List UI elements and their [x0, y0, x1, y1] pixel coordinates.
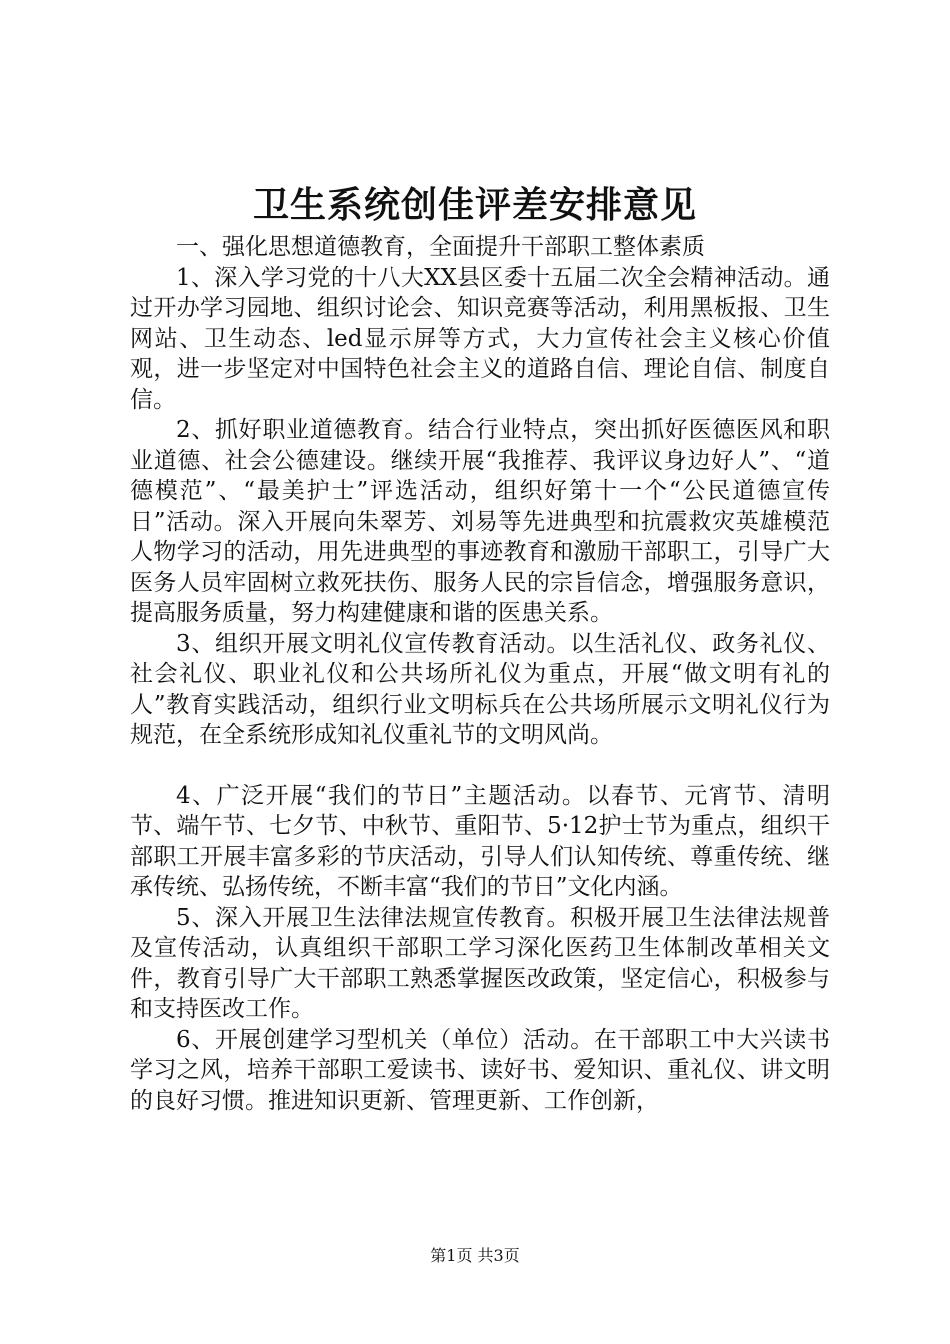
document-title: 卫生系统创佳评差安排意见 [252, 184, 697, 226]
page-number: 第1页 共3页 [430, 1246, 520, 1265]
document-body [130, 232, 830, 1116]
section-heading: 一、强化思想道德教育，全面提升干部职工整体素质 [176, 234, 705, 260]
paragraph-3: 3、组织开展文明礼仪宣传教育活动。以生活礼仪、政务礼仪、社会礼仪、职业礼仪和公共场所礼仪为重点，开展“做文明有礼的人”教育实践活动，组织行业文明标兵在公共场所展示文明礼仪行为规范，在全系统形成知礼仪重礼节的文明风尚。 [130, 630, 830, 748]
paragraph-4: 4、广泛开展“我们的节日”主题活动。以春节、元宵节、清明节、端午节、七夕节、中秋节、重阳节、5·12护士节为重点，组织干部职工开展丰富多彩的节庆活动，引导人们认知传统、尊重传统、继承传统、弘扬传统，不断丰富“我们的节日”文化内涵。 [130, 782, 830, 900]
paragraph-6: 6、开展创建学习型机关（单位）活动。在干部职工中大兴读书学习之风，培养干部职工爱读书、读好书、爱知识、重礼仪、讲文明的良好习惯。推进知识更新、管理更新、工作创新， [130, 1026, 830, 1114]
paragraph-2: 2、抓好职业道德教育。结合行业特点，突出抓好医德医风和职业道德、社会公德建设。继续开展“我推荐、我评议身边好人”、“道德模范”、“最美护士”评选活动，组织好第十一个“公民道德宣传日”活动。深入开展向朱翠芳、刘易等先进典型和抗震救灾英雄模范人物学习的活动，用先进典型的事迹教育和激励干部职工，引导广大医务人员牢固树立救死扶伤、服务人民的宗旨信念，增强服务意识，提高服务质量，努力构建健康和谐的医患关系。 [130, 417, 830, 626]
paragraph-1: 1、深入学习党的十八大XX县区委十五届二次全会精神活动。通过开办学习园地、组织讨论会、知识竞赛等活动，利用黑板报、卫生网站、卫生动态、led显示屏等方式，大力宣传社会主义核心价值观，进一步坚定对中国特色社会主义的道路自信、理论自信、制度自信。 [130, 264, 830, 413]
paragraph-5: 5、深入开展卫生法律法规宣传教育。积极开展卫生法律法规普及宣传活动，认真组织干部职工学习深化医药卫生体制改革相关文件，教育引导广大干部职工熟悉掌握医改政策，坚定信心，积极参与和支持医改工作。 [130, 904, 830, 1022]
